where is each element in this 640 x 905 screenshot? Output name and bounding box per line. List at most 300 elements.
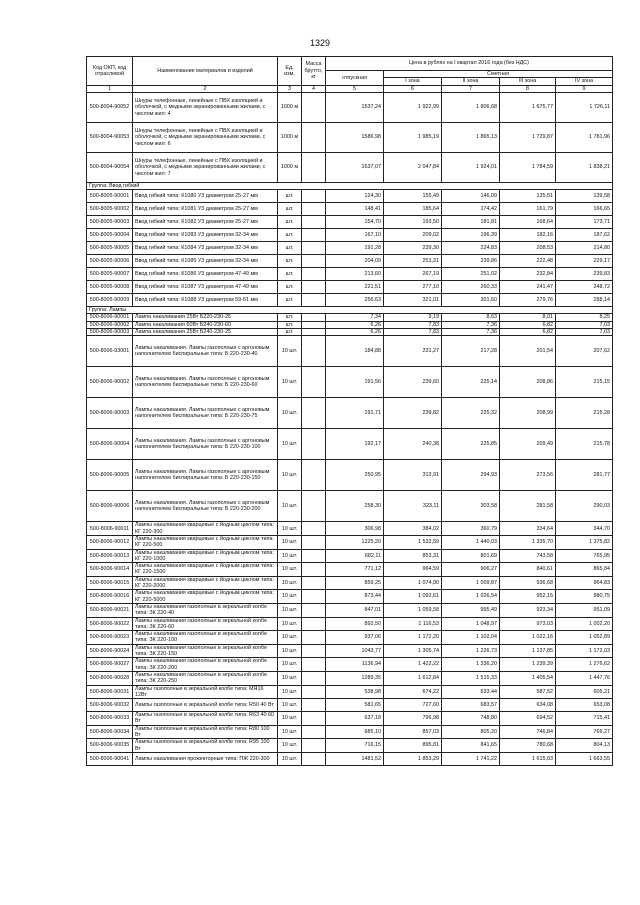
zone2-price-cell: 1 336,20 — [442, 658, 500, 672]
release-price-cell: 771,12 — [326, 563, 384, 577]
zone4-price-cell: 215,28 — [556, 398, 613, 429]
zone2-price-cell: 7,36 — [442, 321, 500, 328]
mass-cell — [302, 549, 326, 563]
code-cell: 500-8006-90024 — [87, 644, 133, 658]
name-cell: Лампы накаливания газополные в зеркальной колбе типа: ЗК 220-200 — [133, 658, 278, 672]
zone1-price-cell: 1 422,22 — [384, 658, 442, 672]
release-price-cell: 221,51 — [326, 281, 384, 294]
zone3-price-cell: 8,01 — [500, 314, 556, 321]
mass-cell — [302, 329, 326, 336]
zone3-price-cell: 6,82 — [500, 321, 556, 328]
zone2-price-cell: 8,63 — [442, 314, 500, 321]
zone1-price-cell: 853,31 — [384, 549, 442, 563]
name-cell: Лампы накаливания кварцевые с йодным циклом типа: КГ 220-1000 — [133, 549, 278, 563]
unit-cell: 10 шт. — [278, 658, 302, 672]
unit-cell: шт. — [278, 190, 302, 203]
table-row — [87, 336, 613, 367]
column-number: 7 — [442, 85, 500, 92]
zone1-price-cell: 7,83 — [384, 329, 442, 336]
code-cell: 500-8006-90004 — [87, 429, 133, 460]
zone1-price-cell: 267,19 — [384, 268, 442, 281]
code-cell: 500-8006-90032 — [87, 699, 133, 712]
table-row — [87, 576, 613, 590]
table-row — [87, 398, 613, 429]
code-cell: 500-8005-90002 — [87, 203, 133, 216]
column-number: 1 — [87, 85, 133, 92]
column-number: 2 — [133, 85, 278, 92]
zone1-price-cell: 1 922,99 — [384, 92, 442, 122]
code-cell: 500-8006-90041 — [87, 752, 133, 765]
zone4-price-cell: 215,78 — [556, 429, 613, 460]
release-price-cell: 1637,07 — [326, 152, 384, 182]
unit-cell: шт. — [278, 242, 302, 255]
zone4-price-cell: 229,17 — [556, 255, 613, 268]
code-cell: 500-8006-90002 — [87, 367, 133, 398]
name-cell: Лампы газополные в зеркальной колбе типа: МЯ16 12Вт — [133, 685, 278, 699]
zone3-price-cell: 1 729,87 — [500, 122, 556, 152]
release-price-cell: 847,01 — [326, 603, 384, 617]
code-cell: 500-8006-90003 — [87, 329, 133, 336]
unit-cell: шт. — [278, 281, 302, 294]
zone1-price-cell: 2 047,84 — [384, 152, 442, 182]
zone4-price-cell: 1 781,96 — [556, 122, 613, 152]
table-row — [87, 429, 613, 460]
mass-cell — [302, 752, 326, 765]
mass-cell — [302, 255, 326, 268]
group-title: Группа: Ввод гибкий — [87, 182, 613, 189]
header-release: отпускная — [326, 71, 384, 86]
zone2-price-cell: 1 865,13 — [442, 122, 500, 152]
zone1-price-cell: 253,31 — [384, 255, 442, 268]
unit-cell: шт. — [278, 255, 302, 268]
name-cell: Лампы накаливания. Лампы газополные с аргоновым наполнителем биспиральные типа: Б 220-230-40 — [133, 336, 278, 367]
zone4-price-cell: 605,21 — [556, 685, 613, 699]
code-cell: 500-8004-90054 — [87, 152, 133, 182]
unit-cell: 10 шт. — [278, 631, 302, 645]
zone2-price-cell: 225,32 — [442, 398, 500, 429]
release-price-cell: 191,56 — [326, 367, 384, 398]
table-row — [87, 712, 613, 726]
zone1-price-cell: 185,64 — [384, 203, 442, 216]
zone1-price-cell: 1 985,19 — [384, 122, 442, 152]
table-row — [87, 658, 613, 672]
table-row — [87, 752, 613, 765]
zone2-price-cell: 225,14 — [442, 367, 500, 398]
code-cell: 500-8006-90002 — [87, 321, 133, 328]
name-cell: Ввод гибкий типа: К1085 У3 диаметром 32-34 мм — [133, 255, 278, 268]
zone2-price-cell: 217,28 — [442, 336, 500, 367]
header-zone2: II зона — [442, 78, 500, 85]
zone3-price-cell: 281,58 — [500, 491, 556, 522]
unit-cell: 10 шт. — [278, 603, 302, 617]
mass-cell — [302, 631, 326, 645]
code-cell: 500-8005-90008 — [87, 281, 133, 294]
table-row — [87, 535, 613, 549]
name-cell: Лампы накаливания кварцевые с йодным циклом типа: КГ 220-300 — [133, 522, 278, 536]
zone4-price-cell: 865,84 — [556, 563, 613, 577]
mass-cell — [302, 203, 326, 216]
mass-cell — [302, 699, 326, 712]
release-price-cell: 859,25 — [326, 576, 384, 590]
column-numbers-row — [87, 85, 613, 92]
release-price-cell: 256,63 — [326, 294, 384, 307]
zone2-price-cell: 225,85 — [442, 429, 500, 460]
zone1-price-cell: 1 116,53 — [384, 617, 442, 631]
unit-cell: 10 шт. — [278, 699, 302, 712]
zone2-price-cell: 841,65 — [442, 739, 500, 753]
zone4-price-cell: 653,08 — [556, 699, 613, 712]
zone3-price-cell: 208,86 — [500, 367, 556, 398]
zone2-price-cell: 174,42 — [442, 203, 500, 216]
mass-cell — [302, 398, 326, 429]
mass-cell — [302, 314, 326, 321]
zone1-price-cell: 1 305,74 — [384, 644, 442, 658]
zone4-price-cell: 1 276,62 — [556, 658, 613, 672]
zone1-price-cell: 9,19 — [384, 314, 442, 321]
name-cell: Лампы накаливания кварцевые с йодным циклом типа: КГ 220-2000 — [133, 576, 278, 590]
zone3-price-cell: 952,15 — [500, 590, 556, 604]
name-cell: Лампы газополные в зеркальной колбе типа: R50 40 Вт — [133, 699, 278, 712]
table-row — [87, 242, 613, 255]
zone1-price-cell: 313,91 — [384, 460, 442, 491]
code-cell: 500-8006-90005 — [87, 460, 133, 491]
unit-cell: 10 шт. — [278, 549, 302, 563]
zone2-price-cell: 360,79 — [442, 522, 500, 536]
unit-cell: шт. — [278, 216, 302, 229]
code-cell: 500-8005-90009 — [87, 294, 133, 307]
release-price-cell: 581,65 — [326, 699, 384, 712]
header-zone1: I зона — [384, 78, 442, 85]
mass-cell — [302, 294, 326, 307]
table-row — [87, 255, 613, 268]
page-number: 1329 — [309, 38, 331, 48]
zone3-price-cell: 232,84 — [500, 268, 556, 281]
zone3-price-cell: 634,08 — [500, 699, 556, 712]
zone4-price-cell: 281,77 — [556, 460, 613, 491]
code-cell: 500-8005-90005 — [87, 242, 133, 255]
release-price-cell: 892,50 — [326, 617, 384, 631]
release-price-cell: 682,11 — [326, 549, 384, 563]
group-row — [87, 182, 613, 189]
unit-cell: 10 шт. — [278, 367, 302, 398]
zone4-price-cell: 215,15 — [556, 367, 613, 398]
mass-cell — [302, 739, 326, 753]
mass-cell — [302, 712, 326, 726]
zone4-price-cell: 1 052,89 — [556, 631, 613, 645]
unit-cell: 10 шт. — [278, 739, 302, 753]
table-row — [87, 725, 613, 739]
mass-cell — [302, 229, 326, 242]
name-cell: Ввод гибкий типа: К1084 У3 диаметром 32-34 мм — [133, 242, 278, 255]
zone1-price-cell: 674,22 — [384, 685, 442, 699]
zone3-price-cell: 587,52 — [500, 685, 556, 699]
zone3-price-cell: 973,03 — [500, 617, 556, 631]
unit-cell: 10 шт. — [278, 491, 302, 522]
name-cell: Лампы накаливания. Лампы газополные с аргоновым наполнителем биспиральные типа: Б 220-230-60 — [133, 367, 278, 398]
release-price-cell: 154,70 — [326, 216, 384, 229]
zone3-price-cell: 6,82 — [500, 329, 556, 336]
table-row — [87, 203, 613, 216]
unit-cell: 1000 м — [278, 92, 302, 122]
zone3-price-cell: 1 335,70 — [500, 535, 556, 549]
zone3-price-cell: 168,64 — [500, 216, 556, 229]
code-cell: 500-8006-90012 — [87, 535, 133, 549]
zone3-price-cell: 1 137,85 — [500, 644, 556, 658]
zone4-price-cell: 765,95 — [556, 549, 613, 563]
mass-cell — [302, 122, 326, 152]
zone2-price-cell: 906,27 — [442, 563, 500, 577]
zone4-price-cell: 7,03 — [556, 321, 613, 328]
zone4-price-cell: 1 002,20 — [556, 617, 613, 631]
zone4-price-cell: 214,80 — [556, 242, 613, 255]
header-name: Наименование материалов и изделий — [133, 57, 278, 86]
zone3-price-cell: 222,48 — [500, 255, 556, 268]
zone4-price-cell: 1 838,21 — [556, 152, 613, 182]
code-cell: 500-8006-90023 — [87, 631, 133, 645]
table-row — [87, 522, 613, 536]
zone2-price-cell: 995,49 — [442, 603, 500, 617]
zone1-price-cell: 193,50 — [384, 216, 442, 229]
mass-cell — [302, 190, 326, 203]
unit-cell: 10 шт. — [278, 576, 302, 590]
zone2-price-cell: 1 102,04 — [442, 631, 500, 645]
mass-cell — [302, 216, 326, 229]
release-price-cell: 184,88 — [326, 336, 384, 367]
zone4-price-cell: 139,58 — [556, 190, 613, 203]
zone3-price-cell: 135,51 — [500, 190, 556, 203]
name-cell: Лампы газополные в зеркальной колбе типа: R95 100 Вт — [133, 739, 278, 753]
zone1-price-cell: 321,01 — [384, 294, 442, 307]
zone4-price-cell: 715,41 — [556, 712, 613, 726]
column-number: 6 — [384, 85, 442, 92]
mass-cell — [302, 367, 326, 398]
zone2-price-cell: 196,39 — [442, 229, 500, 242]
zone2-price-cell: 1 741,22 — [442, 752, 500, 765]
zone1-price-cell: 1 059,58 — [384, 603, 442, 617]
zone4-price-cell: 980,75 — [556, 590, 613, 604]
name-cell: Ввод гибкий типа: К1088 У3 диаметром 59-61 мм — [133, 294, 278, 307]
zone2-price-cell: 301,60 — [442, 294, 500, 307]
table-row — [87, 671, 613, 685]
mass-cell — [302, 321, 326, 328]
zone1-price-cell: 240,38 — [384, 429, 442, 460]
mass-cell — [302, 563, 326, 577]
release-price-cell: 1586,98 — [326, 122, 384, 152]
zone2-price-cell: 633,44 — [442, 685, 500, 699]
release-price-cell: 6,26 — [326, 329, 384, 336]
unit-cell: 10 шт. — [278, 522, 302, 536]
unit-cell: 10 шт. — [278, 617, 302, 631]
release-price-cell: 204,09 — [326, 255, 384, 268]
mass-cell — [302, 644, 326, 658]
header-zone4: IV зона — [556, 78, 613, 85]
mass-cell — [302, 460, 326, 491]
table-row — [87, 699, 613, 712]
release-price-cell: 637,18 — [326, 712, 384, 726]
zone2-price-cell: 181,81 — [442, 216, 500, 229]
table-row — [87, 563, 613, 577]
zone1-price-cell: 895,81 — [384, 739, 442, 753]
mass-cell — [302, 429, 326, 460]
zone3-price-cell: 694,52 — [500, 712, 556, 726]
code-cell: 500-8006-90006 — [87, 491, 133, 522]
zone4-price-cell: 7,03 — [556, 329, 613, 336]
code-cell: 500-8006-90022 — [87, 617, 133, 631]
header-estimate: Сметная — [384, 71, 613, 78]
zone3-price-cell: 840,61 — [500, 563, 556, 577]
name-cell: Лампы накаливания кварцевые с йодным циклом типа: КГ 220-5000 — [133, 590, 278, 604]
zone3-price-cell: 334,64 — [500, 522, 556, 536]
name-cell: Ввод гибкий типа: К1086 У3 диаметром 47-49 мм — [133, 268, 278, 281]
zone3-price-cell: 1 405,54 — [500, 671, 556, 685]
unit-cell: 10 шт. — [278, 590, 302, 604]
code-cell: 500-8004-90053 — [87, 122, 133, 152]
release-price-cell: 7,34 — [326, 314, 384, 321]
header-code: Код ОКП, код отраслевой — [87, 57, 133, 86]
zone4-price-cell: 1 375,82 — [556, 535, 613, 549]
header-mass: Масса брутто, кг — [302, 57, 326, 86]
code-cell: 500-8005-90004 — [87, 229, 133, 242]
zone3-price-cell: 1 022,16 — [500, 631, 556, 645]
zone3-price-cell: 1 784,59 — [500, 152, 556, 182]
release-price-cell: 6,26 — [326, 321, 384, 328]
code-cell: 500-8006-90034 — [87, 725, 133, 739]
zone1-price-cell: 1 092,61 — [384, 590, 442, 604]
table-row — [87, 122, 613, 152]
zone4-price-cell: 1 447,76 — [556, 671, 613, 685]
zone4-price-cell: 804,13 — [556, 739, 613, 753]
code-cell: 500-8006-90027 — [87, 658, 133, 672]
name-cell: Ввод гибкий типа: К1082 У3 диаметром 25-27 мм — [133, 216, 278, 229]
name-cell: Лампа накаливания 60Вт Б240-230-60 — [133, 321, 278, 328]
zone1-price-cell: 239,60 — [384, 367, 442, 398]
unit-cell: 10 шт. — [278, 725, 302, 739]
group-title: Группа: Лампы — [87, 307, 613, 314]
header-price-title: Цена в рублях на I квартал 2016 года (без НДС) — [326, 57, 613, 71]
unit-cell: шт. — [278, 294, 302, 307]
unit-cell: 10 шт. — [278, 712, 302, 726]
release-price-cell: 1225,20 — [326, 535, 384, 549]
zone2-price-cell: 1 806,68 — [442, 92, 500, 122]
zone3-price-cell: 208,53 — [500, 242, 556, 255]
release-price-cell: 1289,35 — [326, 671, 384, 685]
name-cell: Лампы накаливания. Лампы газополные с аргоновым наполнителем биспиральные типа: Б 220-230-75 — [133, 398, 278, 429]
table-row — [87, 549, 613, 563]
zone4-price-cell: 207,62 — [556, 336, 613, 367]
zone3-price-cell: 780,68 — [500, 739, 556, 753]
zone1-price-cell: 1 532,59 — [384, 535, 442, 549]
zone4-price-cell: 187,62 — [556, 229, 613, 242]
release-price-cell: 716,15 — [326, 739, 384, 753]
zone4-price-cell: 1 726,11 — [556, 92, 613, 122]
name-cell: Лампы накаливания кварцевые с йодным циклом типа: КГ 220-1500 — [133, 563, 278, 577]
zone1-price-cell: 1 853,29 — [384, 752, 442, 765]
name-cell: Лампы накаливания газополные в зеркальной колбе типа: ЗК 220-40 — [133, 603, 278, 617]
zone4-price-cell: 8,25 — [556, 314, 613, 321]
release-price-cell: 148,41 — [326, 203, 384, 216]
release-price-cell: 306,98 — [326, 522, 384, 536]
zone1-price-cell: 796,98 — [384, 712, 442, 726]
table-row — [87, 367, 613, 398]
zone3-price-cell: 161,79 — [500, 203, 556, 216]
name-cell: Лампы накаливания кварцевые с йодным циклом типа: КГ 220-500 — [133, 535, 278, 549]
zone4-price-cell: 173,71 — [556, 216, 613, 229]
mass-cell — [302, 92, 326, 122]
header-zone3: III зона — [500, 78, 556, 85]
zone1-price-cell: 323,11 — [384, 491, 442, 522]
release-price-cell: 167,10 — [326, 229, 384, 242]
unit-cell: 10 шт. — [278, 671, 302, 685]
unit-cell: шт. — [278, 314, 302, 321]
zone1-price-cell: 384,02 — [384, 522, 442, 536]
mass-cell — [302, 522, 326, 536]
name-cell: Лампы накаливания газополные в зеркальной колбе типа: ЗК 220-150 — [133, 644, 278, 658]
name-cell: Ввод гибкий типа: К1080 У3 диаметром 25-27 мм — [133, 190, 278, 203]
zone4-price-cell: 344,70 — [556, 522, 613, 536]
mass-cell — [302, 152, 326, 182]
code-cell: 500-8006-90003 — [87, 398, 133, 429]
price-table — [86, 56, 613, 766]
release-price-cell: 1043,77 — [326, 644, 384, 658]
mass-cell — [302, 535, 326, 549]
zone3-price-cell: 241,47 — [500, 281, 556, 294]
zone3-price-cell: 1 615,03 — [500, 752, 556, 765]
unit-cell: 1000 м — [278, 122, 302, 152]
unit-cell: 1000 м — [278, 152, 302, 182]
table-row — [87, 590, 613, 604]
unit-cell: 10 шт. — [278, 336, 302, 367]
name-cell: Лампы накаливания газополные в зеркальной колбе типа: ЗК 220-60 — [133, 617, 278, 631]
zone3-price-cell: 279,76 — [500, 294, 556, 307]
group-row — [87, 307, 613, 314]
code-cell: 500-8006-90001 — [87, 314, 133, 321]
name-cell: Лампы накаливания. Лампы газополные с аргоновым наполнителем биспиральные типа: Б 220-230-150 — [133, 460, 278, 491]
zone2-price-cell: 1 048,97 — [442, 617, 500, 631]
table-row — [87, 603, 613, 617]
zone1-price-cell: 1 074,90 — [384, 576, 442, 590]
release-price-cell: 685,10 — [326, 725, 384, 739]
code-cell: 500-8006-90021 — [87, 603, 133, 617]
name-cell: Лампы накаливания прожекторные типа: ПЖ 220-300 — [133, 752, 278, 765]
release-price-cell: 1537,24 — [326, 92, 384, 122]
zone3-price-cell: 923,34 — [500, 603, 556, 617]
release-price-cell: 191,28 — [326, 242, 384, 255]
code-cell: 500-8004-90052 — [87, 92, 133, 122]
zone4-price-cell: 1 172,03 — [556, 644, 613, 658]
zone2-price-cell: 683,57 — [442, 699, 500, 712]
zone1-price-cell: 231,27 — [384, 336, 442, 367]
zone2-price-cell: 805,20 — [442, 725, 500, 739]
zone1-price-cell: 857,03 — [384, 725, 442, 739]
unit-cell: шт. — [278, 321, 302, 328]
mass-cell — [302, 336, 326, 367]
zone2-price-cell: 294,93 — [442, 460, 500, 491]
column-number: 8 — [500, 85, 556, 92]
table-row — [87, 631, 613, 645]
zone2-price-cell: 1 924,01 — [442, 152, 500, 182]
mass-cell — [302, 617, 326, 631]
column-number: 4 — [302, 85, 326, 92]
mass-cell — [302, 576, 326, 590]
release-price-cell: 192,17 — [326, 429, 384, 460]
zone1-price-cell: 239,82 — [384, 398, 442, 429]
zone3-price-cell: 1 239,39 — [500, 658, 556, 672]
name-cell: Лампы накаливания газополные в зеркальной колбе типа: ЗК 220-250 — [133, 671, 278, 685]
table-row — [87, 491, 613, 522]
zone4-price-cell: 1 663,55 — [556, 752, 613, 765]
zone3-price-cell: 936,68 — [500, 576, 556, 590]
unit-cell: шт. — [278, 268, 302, 281]
